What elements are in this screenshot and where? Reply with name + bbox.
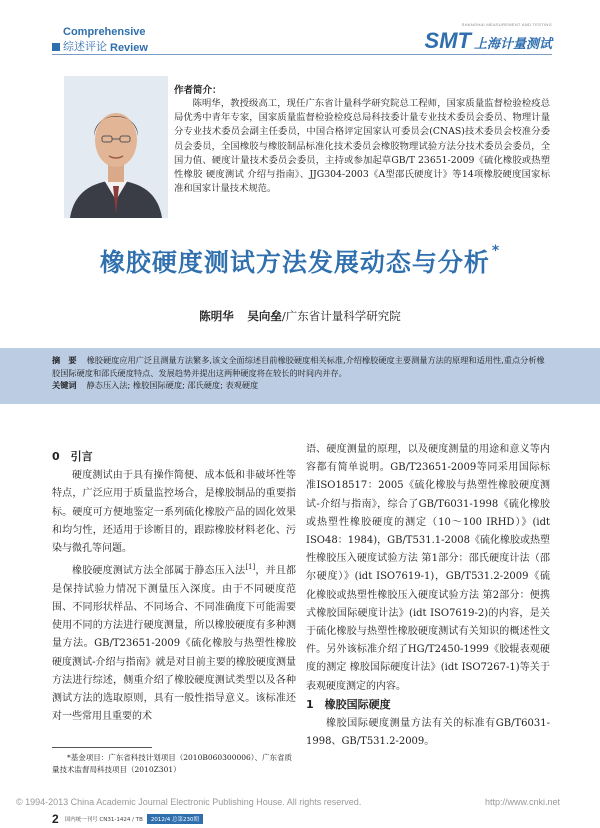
journal-brand: [425, 22, 552, 54]
abstract-label: 摘 要: [52, 355, 77, 365]
journal-issn: 国内统一刊号 CN31-1424 / TB: [64, 817, 143, 823]
author-photo: [64, 76, 168, 218]
author-affiliation: /广东省计量科学研究院: [281, 309, 401, 323]
page-number: 2: [52, 812, 59, 826]
copyright-text: © 1994-2013 China Academic Journal Electronic Publishing House. All rights reserved.: [16, 797, 362, 807]
bio-label: 作者简介：: [174, 85, 222, 96]
issue-badge: 2012/4 总第230期: [147, 814, 203, 824]
paragraph: 语、硬度测量的原理，以及硬度测量的用途和意义等内容都有简单说明。GB/T23651-2009等同采用国际标准ISO18517：2005《硫化橡胶与热塑性橡胶硬度测试-介绍与指南》，综合了GB/T6031-1998《硫化橡胶或热塑性橡胶硬度的测定（10～100 IRHD）》(idt ISO48：1984)，GB/T531.1-2008《硫化橡胶或热塑性橡胶压入硬度试验方法 第1部分：邵氏硬度计法（邵尔硬度）》(idt ISO7619-1)，GB/T531.2-2009《硫化橡胶或热塑性橡胶压入硬度试验方法 第2部分：便携式橡胶国际硬度计法》(idt ISO7619-2)的内容，是关于硫化橡胶与热塑性橡胶硬度测试有关知识的概述性文件。另外该标准介绍了HG/T2450-1999《胶辊表观硬度的测定 橡胶国际硬度计法》(idt ISO7267-1)等关于表观硬度测定的内容。: [306, 444, 550, 692]
column-en-title: Comprehensive: [63, 26, 146, 38]
paragraph-text: 橡胶硬度测试方法全部属于静态压入法: [72, 565, 246, 577]
paragraph: 硬度测试由于具有操作简便、成本低和非破坏性等特点，广泛应用于质量监控场合，是橡胶制品的重要指标。硬度可方便地鉴定一系列硫化橡胶产品的固化效果和均匀性，还适用于诊断目的，跟踪橡胶材料老化、污染与微孔等问题。: [52, 470, 296, 555]
title-footnote-mark: *: [491, 243, 501, 259]
keywords-label: 关键词: [52, 380, 77, 391]
footnote-rule: [52, 747, 152, 748]
section-heading-1: 1 橡胶国际硬度: [306, 697, 391, 711]
author-line: [0, 308, 600, 324]
abstract-text: 橡胶硬度应用广泛且测量方法繁多,该文全面综述目前橡胶硬度相关标准,介绍橡胶硬度主要测量方法的原理和适用性,重点分析橡胶国际硬度和邵氏硬度特点、发展趋势并提出这两种硬度将在较长的时间内并存。: [52, 355, 545, 378]
funding-footnote: *基金项目：广东省科技计划项目（2010B060300006）、广东省质量技术监督局科技项目（2010Z301）: [52, 753, 293, 774]
body-column-left: [52, 448, 296, 726]
author-name-2: 吴向垒: [247, 309, 282, 323]
paragraph-text: ，并且都是保持试验力情况下测量压入深度。由于不同硬度范围、不同形状样品、不同场合、不同准确度下可能需要使用不同的方法进行硬度测量，所以橡胶硬度有多种测量方法。GB/T23651-2009《硫化橡胶与热塑性橡胶硬度测试-介绍与指南》就是对目前主要的橡胶硬度测量方法进行综述，侧重介绍了橡胶硬度测试类型以及各种测试方法的选取原则，具有一般性指导意义。该标准还对一些常用且重要的术: [52, 565, 297, 723]
header-rule: [52, 54, 552, 55]
author-name-1: 陈明华: [199, 309, 234, 323]
article-title-text: 橡胶硬度测试方法发展动态与分析: [99, 248, 490, 277]
cnki-link[interactable]: http://www.cnki.net: [484, 797, 560, 807]
paragraph: [52, 558, 296, 726]
journal-column-header: [52, 26, 148, 54]
portrait-icon: [64, 76, 168, 218]
page-footer: [52, 812, 203, 826]
article-title: [0, 243, 600, 279]
citation-ref: [1]: [245, 563, 256, 572]
square-bullet-icon: [52, 43, 60, 51]
column-en-subtitle: Review: [110, 42, 148, 54]
keywords-text: 静态压入法; 橡胶国际硬度; 邵氏硬度; 表观硬度: [86, 380, 259, 391]
brand-tagline: SHANGHAI MEASUREMENT AND TESTING: [461, 22, 552, 27]
brand-logo: SMT: [424, 28, 471, 53]
section-heading-0: 0 引言: [52, 450, 93, 463]
paragraph: 橡胶国际硬度测量方法有关的标准有GB/T6031-1998、GB/T531.2-2009。: [306, 718, 550, 748]
body-column-right: [306, 441, 550, 751]
author-bio: 陈明华，教授级高工，现任广东省计量科学研究院总工程师，国家质量监督检验检疫总局优秀中青年专家，国家质量监督检验检疫总局科技委计量专业技术委员会委员、物理计量分专业技术委员会副主任委员，中国合格评定国家认可委员会(CNAS)技术委员会校准分委员会委员，全国橡胶与橡胶制品标准化技术委员会橡胶物理试验方法分技术委员会委员，全国力值、硬度计量技术委员会委员，主持或参加起草GB/T 23651-2009《硫化橡胶或热塑性橡胶 硬度测试 介绍与指南》、JJG304-2003《A型邵氏硬度计》等14项橡胶硬度国家标准和国家计量技术规范。: [174, 98, 550, 195]
brand-cn-name: 上海计量测试: [473, 37, 552, 52]
abstract: [52, 354, 550, 392]
column-cn-title: 综述评论: [63, 40, 107, 53]
